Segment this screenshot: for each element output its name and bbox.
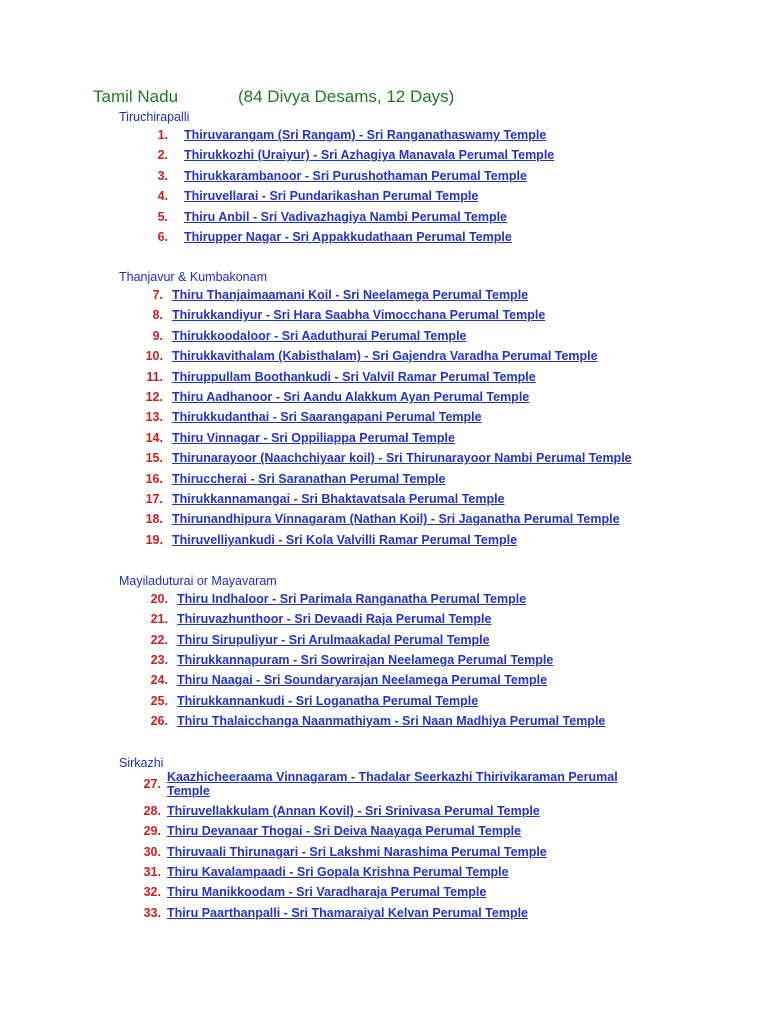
item-number: 16. [145,471,163,486]
item-number: 22. [150,632,168,647]
temple-link[interactable]: Thirukkannamangai - Sri Bhaktavatsala Perumal Temple [172,492,505,506]
item-number: 8. [152,308,163,323]
item-number: 33. [143,905,161,920]
item-number: 29. [143,824,161,839]
section-heading: Thanjavur & Kumbakonam [119,270,267,284]
item-number: 5. [157,209,168,224]
temple-link[interactable]: Thiru Sirupuliyur - Sri Arulmaakadal Perumal Temple [177,632,490,647]
temple-link[interactable]: Thirukkozhi (Uraiyur) - Sri Azhagiya Manavala Perumal Temple [184,148,555,163]
temple-link[interactable]: Kaazhicheeraama Vinnagaram - Thadalar Seerkazhi Thirivikaraman Perumal Temple [167,770,618,798]
item-number: 19. [145,532,163,547]
page-title [93,87,455,107]
temple-link[interactable]: Thiruvellakkulam (Annan Kovil) - Sri Srinivasa Perumal Temple [167,804,540,818]
temple-link[interactable]: Thirukkavithalam (Kabisthalam) - Sri Gajendra Varadha Perumal Temple [172,349,598,364]
temple-link[interactable]: Thiru Indhaloor - Sri Parimala Ranganatha Perumal Temple [177,592,527,606]
temple-link[interactable]: Thirupper Nagar - Sri Appakkudathaan Perumal Temple [184,230,512,244]
item-number: 3. [157,168,168,183]
temple-link[interactable]: Thiru Paarthanpalli - Sri Thamaraiyal Kelvan Perumal Temple [167,905,528,920]
item-number: 9. [152,328,163,343]
temple-link[interactable]: Thiruvaali Thirunagari - Sri Lakshmi Narashima Perumal Temple [167,844,547,859]
item-number: 21. [150,612,168,627]
item-number: 18. [145,512,163,527]
temple-link[interactable]: Thirunandhipura Vinnagaram (Nathan Koil) - Sri Jaganatha Perumal Temple [172,512,620,527]
item-number: 30. [143,844,161,859]
temple-link[interactable]: Thirukkannankudi - Sri Loganatha Perumal Temple [177,693,479,708]
item-number: 32. [143,885,161,900]
item-number: 4. [157,189,168,204]
item-number: 7. [152,288,163,302]
item-number: 26. [150,713,168,728]
temple-link[interactable]: Thirunarayoor (Naachchiyaar koil) - Sri Thirunarayoor Nambi Perumal Temple [172,451,632,466]
item-number: 24. [150,673,168,688]
item-number: 6. [157,230,168,244]
item-number: 27. [143,777,161,791]
state-title: Tamil Nadu [93,87,179,106]
item-number: 28. [143,804,161,818]
item-number: 17. [145,492,163,506]
temple-link[interactable]: Thiruppullam Boothankudi - Sri Valvil Ramar Perumal Temple [172,369,536,384]
temple-link[interactable]: Thirukkarambanoor - Sri Purushothaman Perumal Temple [184,168,527,183]
temple-link[interactable]: Thirukkandiyur - Sri Hara Saabha Vimocchana Perumal Temple [172,308,546,323]
item-number: 31. [143,864,161,879]
temple-link[interactable]: Thiru Anbil - Sri Vadivazhagiya Nambi Perumal Temple [184,209,507,224]
item-number: 15. [145,451,163,466]
temple-link[interactable]: Thiru Vinnagar - Sri Oppiliappa Perumal Temple [172,430,455,445]
temple-link[interactable]: Thirukkudanthai - Sri Saarangapani Perumal Temple [172,410,482,425]
temple-link[interactable]: Thirukkoodaloor - Sri Aaduthurai Perumal Temple [172,328,467,343]
item-number: 13. [145,410,163,425]
temple-link[interactable]: Thiruccherai - Sri Saranathan Perumal Temple [172,471,446,486]
temple-link[interactable]: Thiru Devanaar Thogai - Sri Deiva Naayaga Perumal Temple [167,824,522,839]
temple-link[interactable]: Thiru Aadhanoor - Sri Aandu Alakkum Ayan Perumal Temple [172,390,530,404]
item-number: 20. [150,592,168,606]
item-number: 12. [145,390,163,404]
item-number: 14. [145,430,163,445]
section-heading: Tiruchirapalli [119,110,190,124]
item-number: 11. [146,369,163,384]
temple-link[interactable]: Thirukkannapuram - Sri Sowrirajan Neelamega Perumal Temple [177,652,554,667]
temple-link[interactable]: Thiru Kavalampaadi - Sri Gopala Krishna Perumal Temple [167,864,509,879]
temple-link[interactable]: Thiru Manikkoodam - Sri Varadharaja Perumal Temple [167,885,487,900]
divya-desam-summary: (84 Divya Desams, 12 Days) [238,87,455,106]
item-number: 1. [157,128,168,142]
item-number: 10. [145,349,163,364]
item-number: 23. [150,652,168,667]
section-heading: Sirkazhi [119,756,164,770]
temple-link[interactable]: Thiruvarangam (Sri Rangam) - Sri Ranganathaswamy Temple [184,128,547,142]
temple-link[interactable]: Thiruvellarai - Sri Pundarikashan Perumal Temple [184,189,479,204]
temple-link[interactable]: Thiru Naagai - Sri Soundaryarajan Neelamega Perumal Temple [177,673,548,688]
temple-link[interactable]: Thiruvazhunthoor - Sri Devaadi Raja Perumal Temple [177,612,492,627]
section-heading: Mayiladuturai or Mayavaram [119,574,277,588]
temple-link[interactable]: Thiruvelliyankudi - Sri Kola Valvilli Ramar Perumal Temple [172,532,518,547]
item-number: 2. [157,148,168,163]
item-number: 25. [150,693,168,708]
temple-link[interactable]: Thiru Thanjaimaamani Koil - Sri Neelamega Perumal Temple [172,288,529,302]
temple-link[interactable]: Thiru Thalaicchanga Naanmathiyam - Sri Naan Madhiya Perumal Temple [177,713,606,728]
